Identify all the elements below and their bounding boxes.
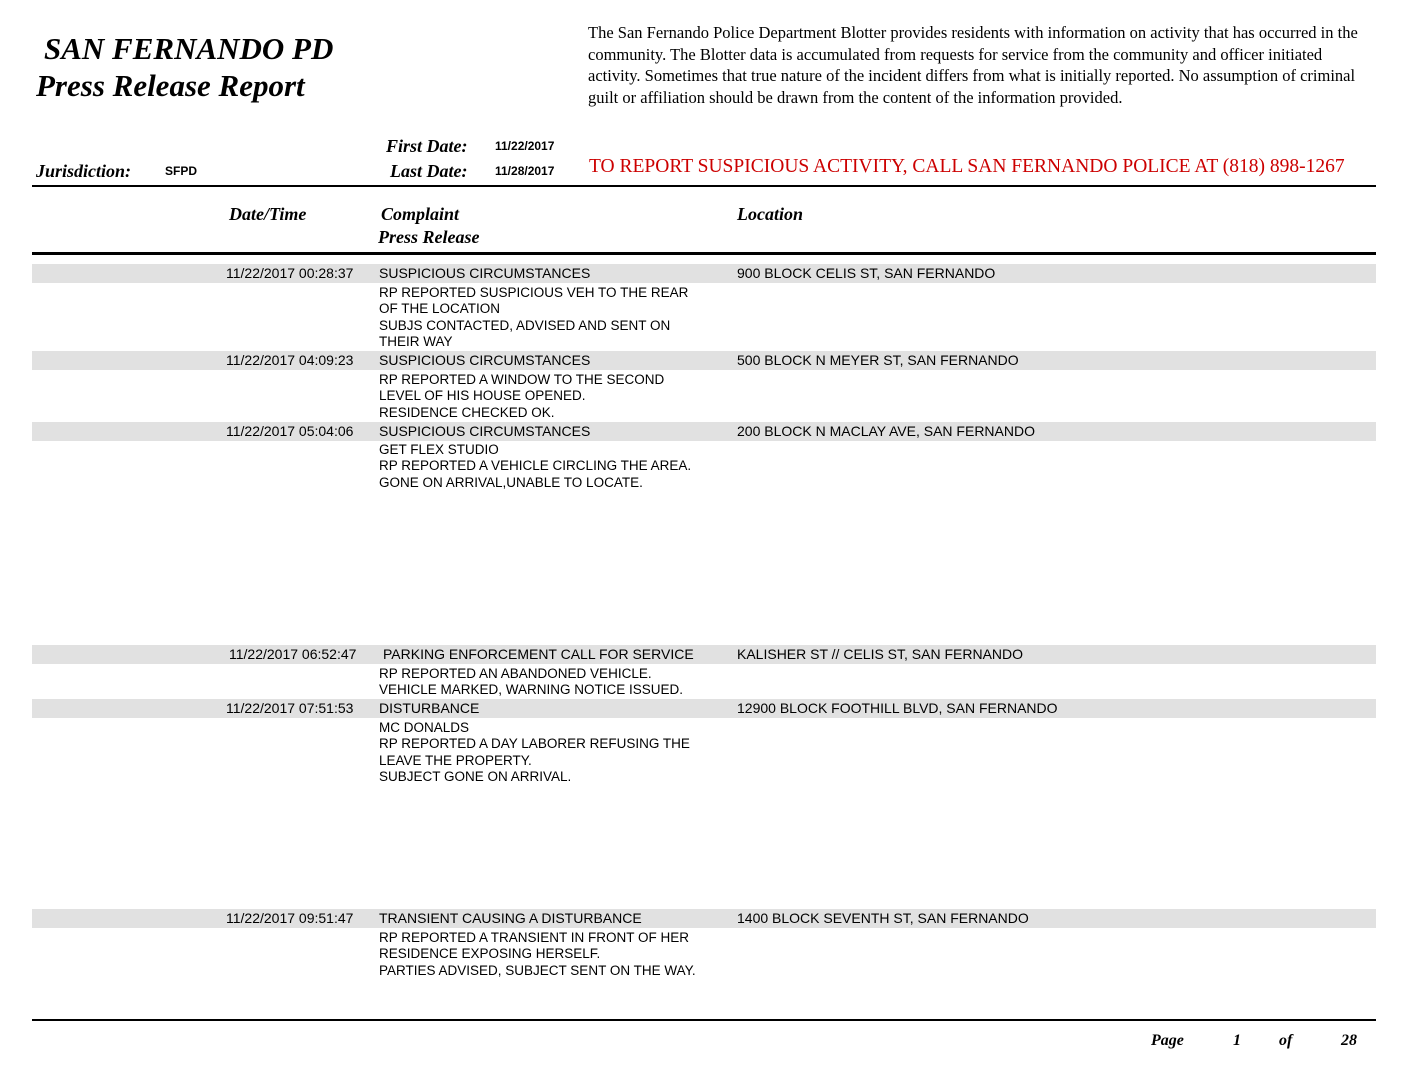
entry-datetime: 11/22/2017 09:51:47 <box>226 910 354 926</box>
entry-press-release <box>379 930 696 979</box>
press-release-line: VEHICLE MARKED, WARNING NOTICE ISSUED. <box>379 682 684 698</box>
entry-press-release <box>379 285 688 350</box>
press-release-line: RP REPORTED A WINDOW TO THE SECOND <box>379 372 665 387</box>
press-release-line: RESIDENCE CHECKED OK. <box>379 404 555 420</box>
entry-datetime: 11/22/2017 04:09:23 <box>226 352 354 368</box>
press-release-line: LEAVE THE PROPERTY. <box>379 752 532 768</box>
first-date-label: First Date: <box>386 136 468 156</box>
report-title: Press Release Report <box>36 68 305 103</box>
first-date-value: 11/22/2017 <box>495 139 555 153</box>
column-header-press-release: Press Release <box>378 227 480 247</box>
column-header-rule <box>32 252 1376 255</box>
entry-complaint: DISTURBANCE <box>379 700 480 716</box>
press-release-line: LEVEL OF HIS HOUSE OPENED. <box>379 388 586 404</box>
column-header-location: Location <box>737 204 803 224</box>
entry-datetime: 11/22/2017 06:52:47 <box>229 646 357 662</box>
intro-paragraph: The San Fernando Police Department Blotter provides residents with information on activity that has occurred in the community. The Blotter data is accumulated from requests for service from the community and officer initiated activity. Sometimes that true nature of the incident differs from what is initially reported. No assumption of criminal guilt or affiliation should be drawn from the content of the information provided. <box>588 23 1358 107</box>
entry-location: 500 BLOCK N MEYER ST, SAN FERNANDO <box>737 352 1019 368</box>
press-release-line: OF THE LOCATION <box>379 301 501 317</box>
press-release-line: RP REPORTED A TRANSIENT IN FRONT OF HER <box>379 930 690 945</box>
last-date-value: 11/28/2017 <box>495 164 555 178</box>
page-label: Page <box>1151 1032 1184 1049</box>
column-header-datetime: Date/Time <box>229 204 307 224</box>
footer-rule <box>32 1019 1376 1021</box>
entry-complaint: PARKING ENFORCEMENT CALL FOR SERVICE <box>383 646 694 662</box>
press-release-line: SUBJECT GONE ON ARRIVAL. <box>379 768 572 784</box>
press-release-line: GET FLEX STUDIO <box>379 442 499 457</box>
entry-press-release <box>379 666 683 699</box>
press-release-line: RP REPORTED A DAY LABORER REFUSING THE <box>379 736 690 752</box>
entry-datetime: 11/22/2017 05:04:06 <box>226 423 354 439</box>
press-release-line: RP REPORTED AN ABANDONED VEHICLE. <box>379 666 652 681</box>
agency-name: SAN FERNANDO PD <box>44 31 334 66</box>
entry-location: KALISHER ST // CELIS ST, SAN FERNANDO <box>737 646 1024 662</box>
column-header-complaint: Complaint <box>381 204 460 224</box>
entry-location: 200 BLOCK N MACLAY AVE, SAN FERNANDO <box>737 423 1035 439</box>
press-release-line: THEIR WAY <box>379 333 453 349</box>
total-pages: 28 <box>1341 1032 1357 1049</box>
entry-location: 1400 BLOCK SEVENTH ST, SAN FERNANDO <box>737 910 1029 926</box>
entry-location: 12900 BLOCK FOOTHILL BLVD, SAN FERNANDO <box>737 700 1058 716</box>
entry-datetime: 11/22/2017 00:28:37 <box>226 265 354 281</box>
press-release-line: RP REPORTED SUSPICIOUS VEH TO THE REAR <box>379 285 689 300</box>
entry-complaint: SUSPICIOUS CIRCUMSTANCES <box>379 352 591 368</box>
report-suspicious-activity-callout: TO REPORT SUSPICIOUS ACTIVITY, CALL SAN FERNANDO POLICE AT (818) 898-1267 <box>589 156 1345 177</box>
entry-location: 900 BLOCK CELIS ST, SAN FERNANDO <box>737 265 996 281</box>
entry-press-release <box>379 442 691 491</box>
entry-datetime: 11/22/2017 07:51:53 <box>226 700 354 716</box>
press-release-line: MC DONALDS <box>379 720 470 735</box>
press-release-line: PARTIES ADVISED, SUBJECT SENT ON THE WAY. <box>379 962 696 978</box>
entry-press-release <box>379 372 664 421</box>
entry-complaint: SUSPICIOUS CIRCUMSTANCES <box>379 423 591 439</box>
entry-complaint: SUSPICIOUS CIRCUMSTANCES <box>379 265 591 281</box>
of-label: of <box>1279 1032 1293 1049</box>
jurisdiction-label: Jurisdiction: <box>36 161 132 181</box>
last-date-label: Last Date: <box>390 161 468 181</box>
press-release-line: RESIDENCE EXPOSING HERSELF. <box>379 946 601 962</box>
entry-press-release <box>379 720 690 785</box>
page-number: 1 <box>1233 1032 1241 1049</box>
press-release-line: GONE ON ARRIVAL,UNABLE TO LOCATE. <box>379 474 643 490</box>
press-release-line: SUBJS CONTACTED, ADVISED AND SENT ON <box>379 317 671 333</box>
entry-complaint: TRANSIENT CAUSING A DISTURBANCE <box>379 910 642 926</box>
jurisdiction-value: SFPD <box>165 164 198 178</box>
header-rule <box>32 185 1376 187</box>
press-release-line: RP REPORTED A VEHICLE CIRCLING THE AREA. <box>379 458 692 474</box>
